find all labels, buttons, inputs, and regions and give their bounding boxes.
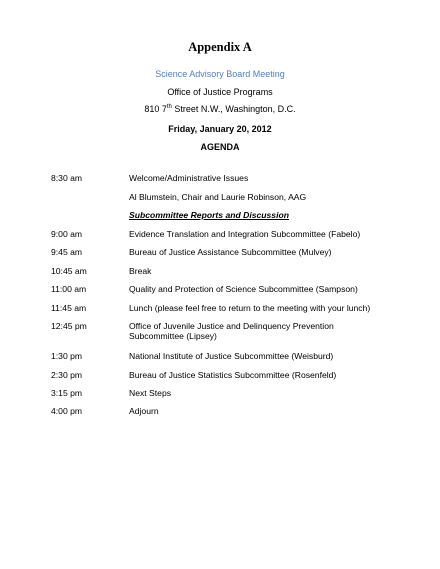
agenda-item: Office of Juvenile Justice and Delinquency Prevention Subcommittee (Lipsey) (129, 321, 334, 341)
agenda-item: Bureau of Justice Statistics Subcommittee (Rosenfeld) (129, 370, 337, 380)
agenda-heading: AGENDA (200, 142, 240, 152)
office-name: Office of Justice Programs (167, 87, 273, 97)
appendix-title: Appendix A (188, 40, 252, 54)
agenda-time: 8:30 am (51, 173, 83, 183)
agenda-time: 11:00 am (51, 284, 87, 294)
meeting-title: Science Advisory Board Meeting (155, 69, 285, 79)
agenda-item: Break (129, 266, 152, 276)
agenda-time: 10:45 am (51, 266, 87, 276)
agenda-item: Next Steps (129, 388, 172, 398)
agenda-time: 1:30 pm (51, 351, 83, 361)
agenda-item: National Institute of Justice Subcommittee (Weisburd) (129, 351, 334, 361)
agenda-item: Quality and Protection of Science Subcommittee (Sampson) (129, 284, 358, 294)
agenda-time: 4:00 pm (51, 406, 83, 416)
agenda-item: Welcome/Administrative Issues (129, 173, 249, 183)
address (0, 104, 440, 114)
address-ordinal: th (166, 104, 172, 110)
agenda-time: 9:45 am (51, 247, 83, 257)
agenda-item: Lunch (please feel free to return to the meeting with your lunch) (129, 303, 371, 313)
address-number: 810 7 (144, 104, 167, 114)
meeting-date: Friday, January 20, 2012 (168, 124, 272, 134)
agenda-time: 2:30 pm (51, 370, 83, 380)
agenda-item: Bureau of Justice Assistance Subcommittee (Mulvey) (129, 247, 332, 257)
agenda-time: 3:15 pm (51, 388, 83, 398)
agenda-time: 11:45 am (51, 303, 87, 313)
agenda-time: 12:45 pm (51, 321, 87, 331)
agenda-time: 9:00 am (51, 229, 83, 239)
agenda-item: Adjourn (129, 406, 159, 416)
address-street: Street N.W., Washington, D.C. (171, 104, 296, 114)
agenda-item: Evidence Translation and Integration Subcommittee (Fabelo) (129, 229, 361, 239)
agenda-item: Al Blumstein, Chair and Laurie Robinson, AAG (129, 192, 307, 202)
subcommittee-heading: Subcommittee Reports and Discussion (129, 210, 289, 220)
